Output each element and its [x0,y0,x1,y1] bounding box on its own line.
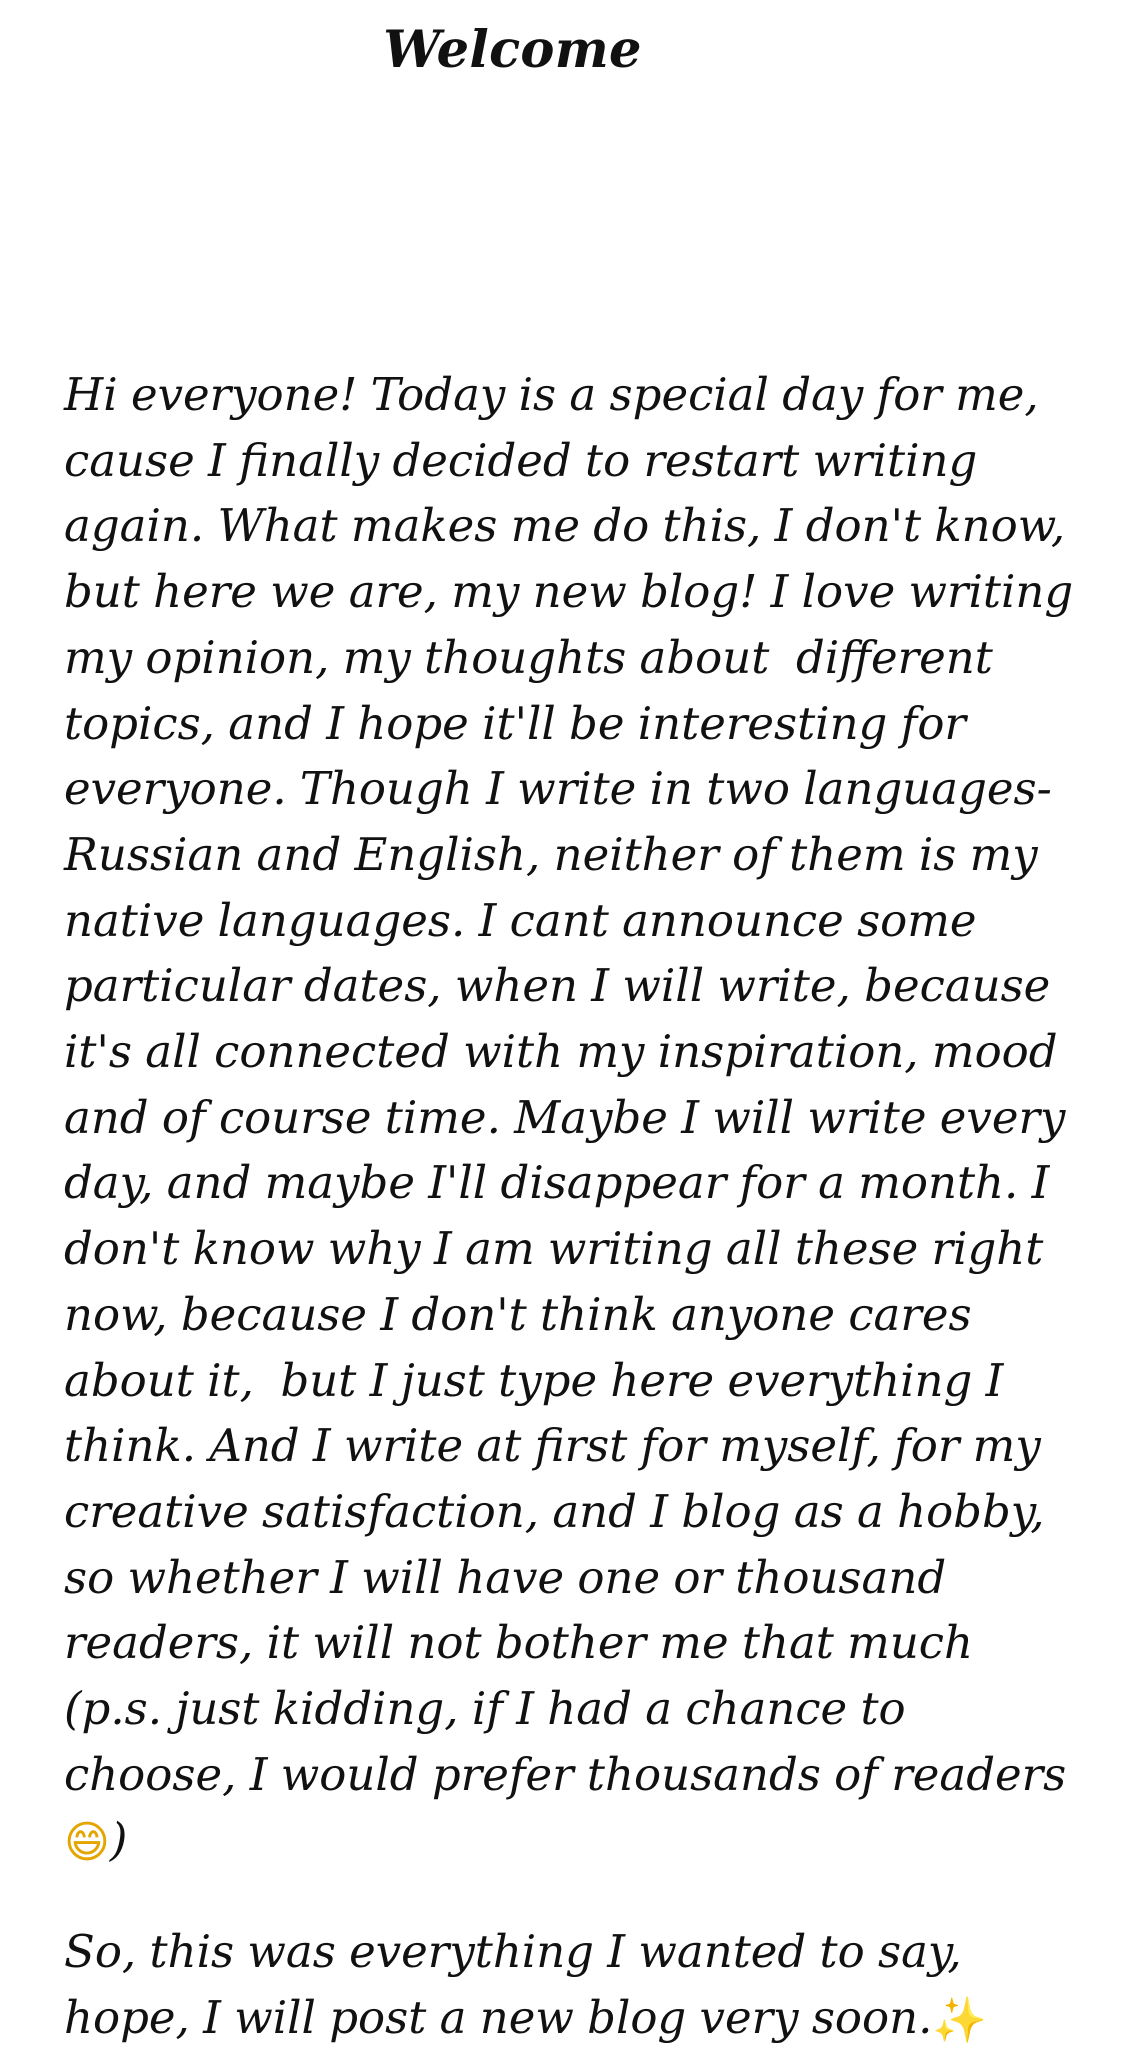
paragraph-1-text: Hi everyone! Today is a special day for me, cause I finally decided to restart writing again. What makes me do this, I don't know, but here we are, my new blog! I love writing my opinion, my thoughts about different topics, and I hope it'll be interesting for everyone. Though I write in two languages- Russian and English, neither of them is my native languages. I cant announce some particular dates, when I will write, because it's all connected with my inspiration, mood and of course time. Maybe I will write every day, and maybe I'll disappear for a month. I don't know why I am writing all these right now, because I don't think anyone cares about it, but I just type here everything I think. And I write at first for myself, for my creative satisfaction, and I blog as a hobby, so whether I will have one or thousand readers, it will not bother me that much (p.s. just kidding, if I had a chance to choose, I would prefer thousands of readers [64,368,1087,1801]
paragraph-2-text: So, this was everything I wanted to say, hope, I will post a new blog very soon. [64,1925,975,2044]
post-body [64,362,1087,2051]
sparkles-icon: ✨ [932,1994,988,2046]
post-paragraph-1 [64,362,1087,1873]
post-title: Welcome [383,20,642,80]
grinning-face-icon: 😄 [64,1817,110,1869]
paragraph-1-tail: ) [109,1813,128,1867]
post-paragraph-2 [64,1919,1074,2050]
